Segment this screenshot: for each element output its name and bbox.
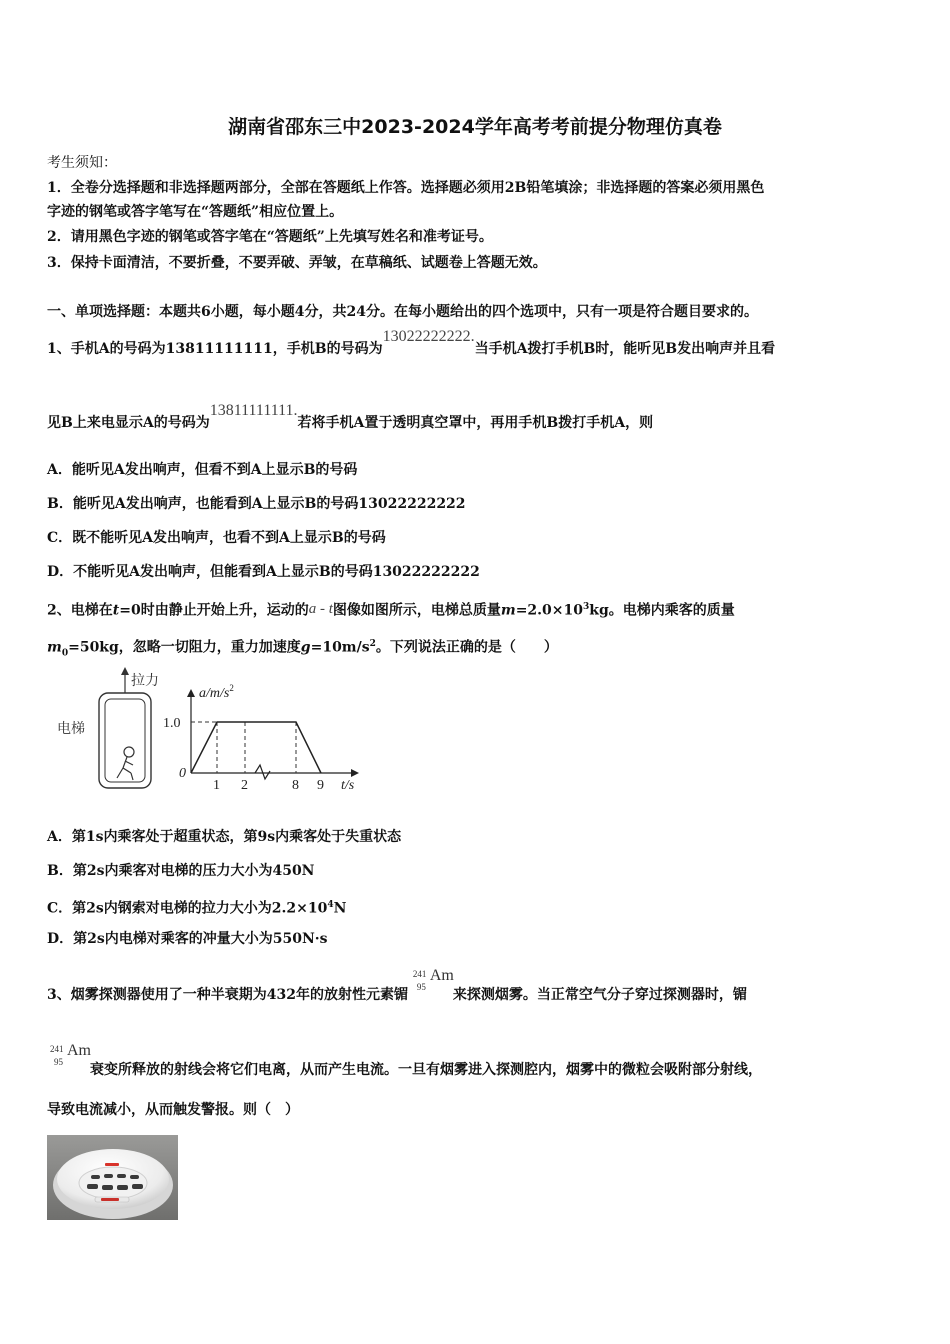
q2-option-c-unit: N <box>333 900 347 917</box>
q1-text-b: 当手机A拨打手机B时，能听见B发出响声并且看 <box>474 341 776 357</box>
q1-option-a: A．能听见A发出响声，但看不到A上显示B的号码 <box>47 462 358 478</box>
x-axis-arrow <box>351 769 359 777</box>
q2-option-b: B．第2s内乘客对电梯的压力大小为450N <box>47 863 315 879</box>
q1-number-b: 13022222222. <box>382 328 475 345</box>
q2-option-a: A．第1s内乘客处于超重状态，第9s内乘客处于失重状态 <box>47 829 402 845</box>
q2-option-c-exp: 4 <box>327 900 334 910</box>
q2-var-m0: m <box>47 639 62 656</box>
x-tick-label-9: 9 <box>317 778 324 793</box>
q2-var-m: m <box>500 602 516 619</box>
q2-var-t: t <box>112 602 120 619</box>
section-1-heading: 一、单项选择题：本题共6小题，每小题4分，共24分。在每小题给出的四个选项中，只有一项是符合题目要求的。 <box>47 304 758 320</box>
notice-line-3: 2．请用黑色字迹的钢笔或答字笔在“答题纸”上先填写姓名和准考证号。 <box>47 229 493 245</box>
q2-at-symbol: a - t <box>308 600 333 617</box>
smoke-detector-photo <box>47 1135 178 1220</box>
q1-option-b: B．能听见A发出响声，也能看到A上显示B的号码13022222222 <box>47 496 466 512</box>
notice-heading: 考生须知： <box>47 155 117 171</box>
q2-text-1: 2、电梯在 <box>47 602 113 619</box>
americium-symbol-2: 241 95 Am <box>50 1042 91 1067</box>
q2-stem-line-2 <box>47 635 558 662</box>
notice-line-1: 1．全卷分选择题和非选择题两部分，全部在答题纸上作答。选择题必须用2B铅笔填涂；非选择题的答案必须用黑色 <box>47 180 765 196</box>
q2-option-d: D．第2s内电梯对乘客的冲量大小为550N·s <box>47 931 328 947</box>
y-axis-arrow <box>187 689 195 697</box>
q3-stem-line-3: 导致电流减小，从而触发警报。则（ ） <box>47 1102 299 1118</box>
y-tick-label-1: 1.0 <box>163 716 181 731</box>
a-t-graph-line <box>191 722 321 773</box>
q3-stem-line-2 <box>50 1042 762 1079</box>
q2-var-g: g <box>300 639 311 656</box>
x-tick-label-8: 8 <box>292 778 299 793</box>
q2-option-c-text: C．第2s内钢索对电梯的拉力大小为2.2×10 <box>47 900 328 917</box>
q2-figure <box>55 665 375 795</box>
page-title: 湖南省邵东三中2023-2024学年高考考前提分物理仿真卷 <box>228 116 722 138</box>
q1-stem-line-2 <box>47 402 654 432</box>
q2-text-2: =0时由静止开始上升，运动的 <box>119 602 309 619</box>
pull-label: 拉力 <box>131 674 159 689</box>
x-axis-label: t/s <box>341 778 355 793</box>
q2-text-5: kg。电梯内乘客的质量 <box>589 602 735 619</box>
q2-option-c <box>47 896 346 918</box>
q3-stem-line-1 <box>47 967 747 1004</box>
q2-text-7: =10m/s <box>310 639 370 656</box>
q2-text-3: 图像如图所示，电梯总质量 <box>332 602 501 619</box>
q2-text-4: =2.0×10 <box>515 602 584 619</box>
q2-exp-2: 2 <box>369 639 376 649</box>
q1-text-c: 见B上来电显示A的号码为 <box>47 415 210 431</box>
q2-text-8: 。下列说法正确的是（ ） <box>375 639 558 656</box>
notice-line-2: 字迹的钢笔或答字笔写在“答题纸”相应位置上。 <box>47 204 344 220</box>
americium-symbol-1: 241 95 Am <box>412 967 454 992</box>
axis-break-mark <box>255 765 270 779</box>
elevator-outer-wall <box>99 693 151 788</box>
passenger-icon <box>117 747 134 780</box>
y-axis-label: $a/m/s^2$ <box>199 683 234 701</box>
pull-arrow-head <box>121 667 129 675</box>
q3-text-3: 衰变所释放的射线会将它们电离，从而产生电流。一旦有烟雾进入探测腔内，烟雾中的微粒会吸附部分射线， <box>90 1062 762 1078</box>
q1-option-c: C．既不能听见A发出响声，也看不到A上显示B的号码 <box>47 530 386 546</box>
q2-stem-line-1 <box>47 598 735 620</box>
q3-text-2: 来探测烟雾。当正常空气分子穿过探测器时，镅 <box>452 987 747 1003</box>
x-tick-label-1: 1 <box>213 778 220 793</box>
q2-exp-3: 3 <box>583 602 590 612</box>
q1-option-d: D．不能听见A发出响声，但能看到A上显示B的号码13022222222 <box>47 564 480 580</box>
q2-sub-0: 0 <box>61 648 69 659</box>
graph-guides <box>191 722 296 773</box>
q1-number-a: 13811111111. <box>209 402 298 419</box>
q3-text-1: 3、烟雾探测器使用了一种半衰期为432年的放射性元素镅 <box>47 987 408 1003</box>
origin-label: 0 <box>179 766 186 781</box>
elevator-label: 电梯 <box>57 722 85 737</box>
x-tick-label-2: 2 <box>241 778 248 793</box>
q1-stem-line-1 <box>47 328 776 358</box>
q1-text-a: 1、手机A的号码为13811111111，手机B的号码为 <box>47 341 383 357</box>
notice-line-4: 3．保持卡面清洁，不要折叠，不要弄破、弄皱，在草稿纸、试题卷上答题无效。 <box>47 255 547 271</box>
q1-text-d: 若将手机A置于透明真空罩中，再用手机B拨打手机A，则 <box>297 415 654 431</box>
q2-text-6: =50kg，忽略一切阻力，重力加速度 <box>68 639 301 656</box>
